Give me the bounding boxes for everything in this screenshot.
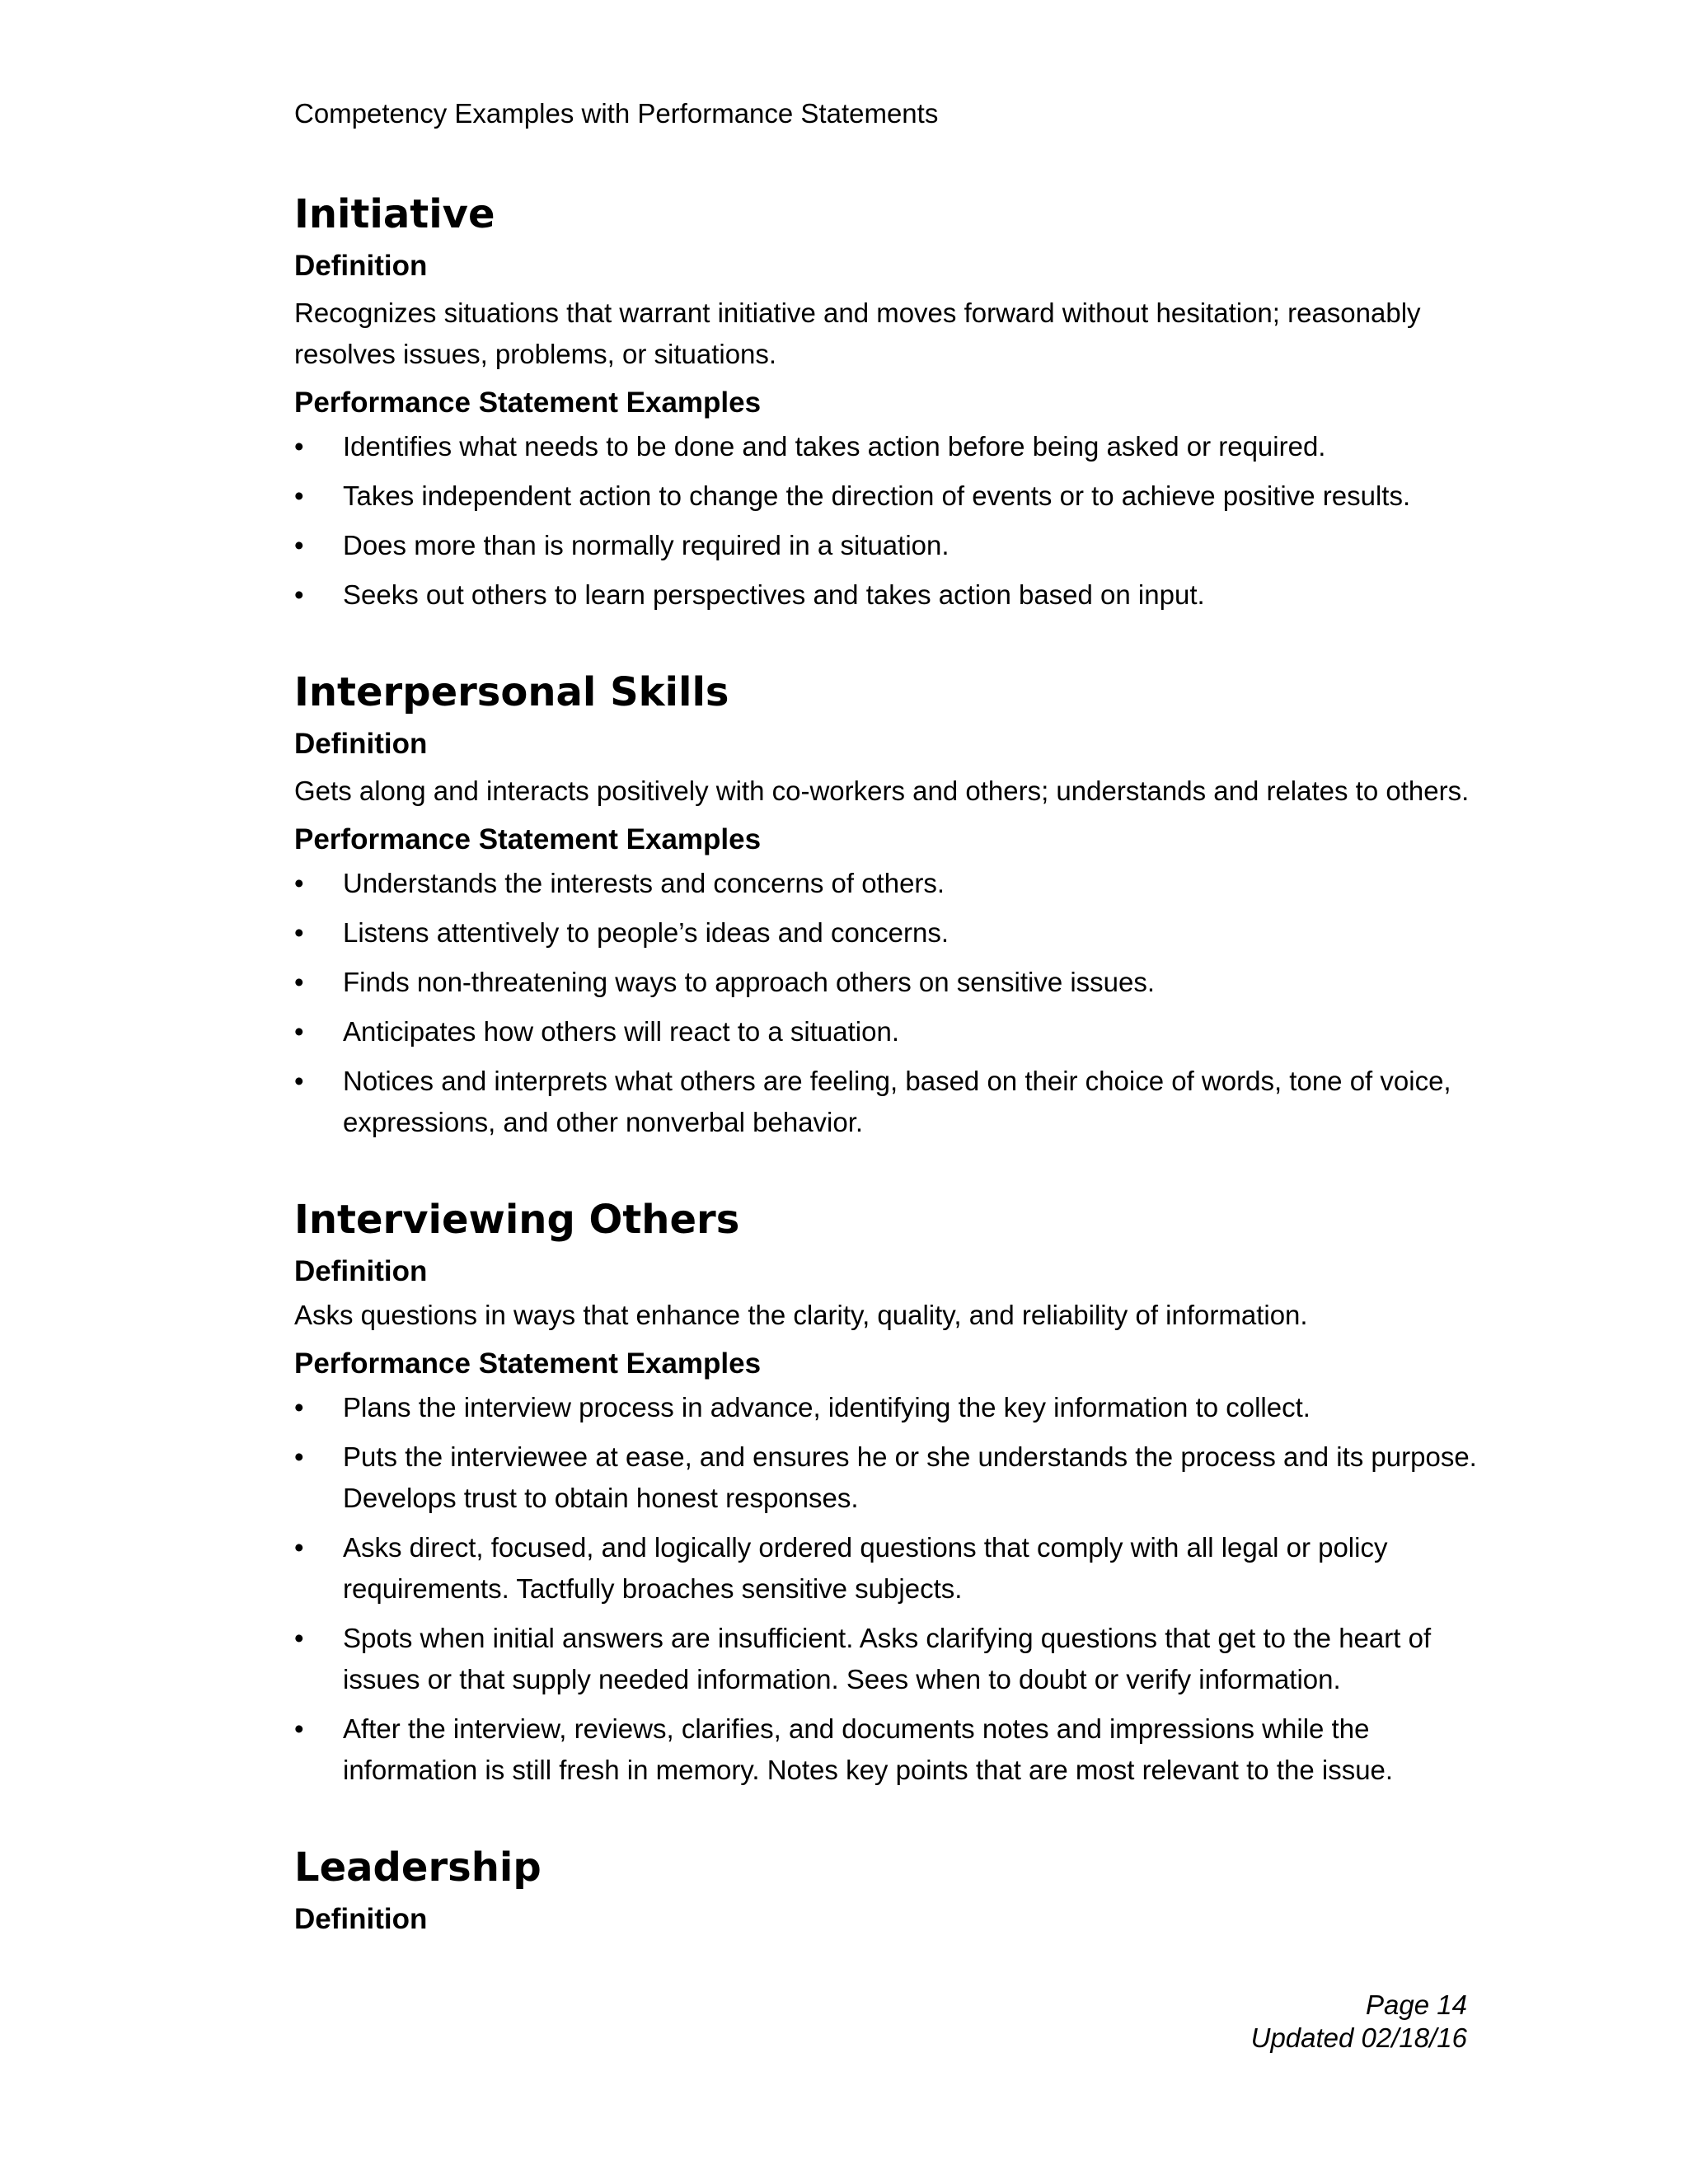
list-item-text: Notices and interprets what others are feeling, based on their choice of words, tone of voice, expressions, and other nonverbal behavior. <box>343 1066 1451 1137</box>
list-item-text: Puts the interviewee at ease, and ensures he or she understands the process and its purpose. Develops trust to obtain honest responses. <box>343 1441 1477 1513</box>
list-item-text: Does more than is normally required in a situation. <box>343 530 950 560</box>
examples-heading: Performance Statement Examples <box>294 1347 762 1380</box>
list-item <box>294 1708 1481 1791</box>
list-item <box>294 574 1481 616</box>
list-item-text: Listens attentively to people’s ideas and concerns. <box>343 917 950 948</box>
list-item <box>294 863 1481 904</box>
bullet-icon: • <box>294 431 304 462</box>
section-interviewing-others <box>294 1191 1481 1791</box>
list-item-text: Asks direct, focused, and logically ordered questions that comply with all legal or policy requirements. Tactfully broaches sensitive subjects. <box>343 1532 1388 1604</box>
bullet-icon: • <box>294 967 304 997</box>
definition-heading: Definition <box>294 728 428 760</box>
list-item-text: Spots when initial answers are insufficient. Asks clarifying questions that get to the heart of issues or that supply needed information. Sees when to doubt or verify information. <box>343 1623 1432 1694</box>
list-item <box>294 1527 1481 1610</box>
bullet-icon: • <box>294 917 304 948</box>
list-item <box>294 1618 1481 1700</box>
bullet-icon: • <box>294 480 304 511</box>
bullet-icon: • <box>294 579 304 610</box>
bullet-icon: • <box>294 530 304 560</box>
definition-text: Asks questions in ways that enhance the clarity, quality, and reliability of information. <box>294 1300 1308 1330</box>
list-item <box>294 476 1481 517</box>
definition-text: Recognizes situations that warrant initiative and moves forward without hesitation; reasonably resolves issues, problems, or situations. <box>294 298 1421 369</box>
list-item <box>294 1387 1481 1428</box>
list-item-text: Anticipates how others will react to a situation. <box>343 1016 900 1047</box>
page-footer <box>1251 1989 1467 2055</box>
section-interpersonal-skills <box>294 663 1481 1143</box>
list-item-text: Seeks out others to learn perspectives and takes action based on input. <box>343 579 1205 610</box>
section-title: Initiative <box>294 191 495 237</box>
examples-list <box>294 426 1481 616</box>
definition-text: Gets along and interacts positively with co-workers and others; understands and relates to others. <box>294 776 1470 806</box>
bullet-icon: • <box>294 868 304 898</box>
updated-date: Updated 02/18/16 <box>1250 2022 1467 2053</box>
section-title: Interpersonal Skills <box>294 669 729 715</box>
bullet-icon: • <box>294 1532 304 1563</box>
bullet-icon: • <box>294 1623 304 1653</box>
list-item-text: After the interview, reviews, clarifies, and documents notes and impressions while the information is still fresh in memory. Notes key points that are most relevant to the issue. <box>343 1713 1394 1785</box>
definition-heading: Definition <box>294 1255 428 1287</box>
section-title: Interviewing Others <box>294 1197 740 1243</box>
list-item-text: Plans the interview process in advance, identifying the key information to collect. <box>343 1392 1311 1422</box>
list-item <box>294 525 1481 566</box>
section-leadership <box>294 1839 1481 1943</box>
bullet-icon: • <box>294 1441 304 1472</box>
list-item-text: Takes independent action to change the direction of events or to achieve positive results. <box>343 480 1411 511</box>
list-item <box>294 1011 1481 1052</box>
list-item <box>294 912 1481 954</box>
examples-list <box>294 863 1481 1143</box>
page-content <box>294 185 1481 1943</box>
list-item <box>294 426 1481 467</box>
bullet-icon: • <box>294 1713 304 1744</box>
list-item-text: Understands the interests and concerns of others. <box>343 868 945 898</box>
list-item <box>294 1061 1481 1143</box>
bullet-icon: • <box>294 1066 304 1096</box>
definition-heading: Definition <box>294 250 428 282</box>
examples-heading: Performance Statement Examples <box>294 387 762 419</box>
running-header: Competency Examples with Performance Statements <box>294 98 939 129</box>
bullet-icon: • <box>294 1016 304 1047</box>
section-initiative <box>294 185 1481 616</box>
definition-heading: Definition <box>294 1903 428 1935</box>
list-item-text: Finds non-threatening ways to approach others on sensitive issues. <box>343 967 1156 997</box>
list-item <box>294 962 1481 1003</box>
list-item <box>294 1436 1481 1519</box>
list-item-text: Identifies what needs to be done and takes action before being asked or required. <box>343 431 1326 462</box>
examples-heading: Performance Statement Examples <box>294 823 762 855</box>
page-number: Page 14 <box>1366 1990 1467 2020</box>
examples-list <box>294 1387 1481 1791</box>
bullet-icon: • <box>294 1392 304 1422</box>
section-title: Leadership <box>294 1844 542 1891</box>
